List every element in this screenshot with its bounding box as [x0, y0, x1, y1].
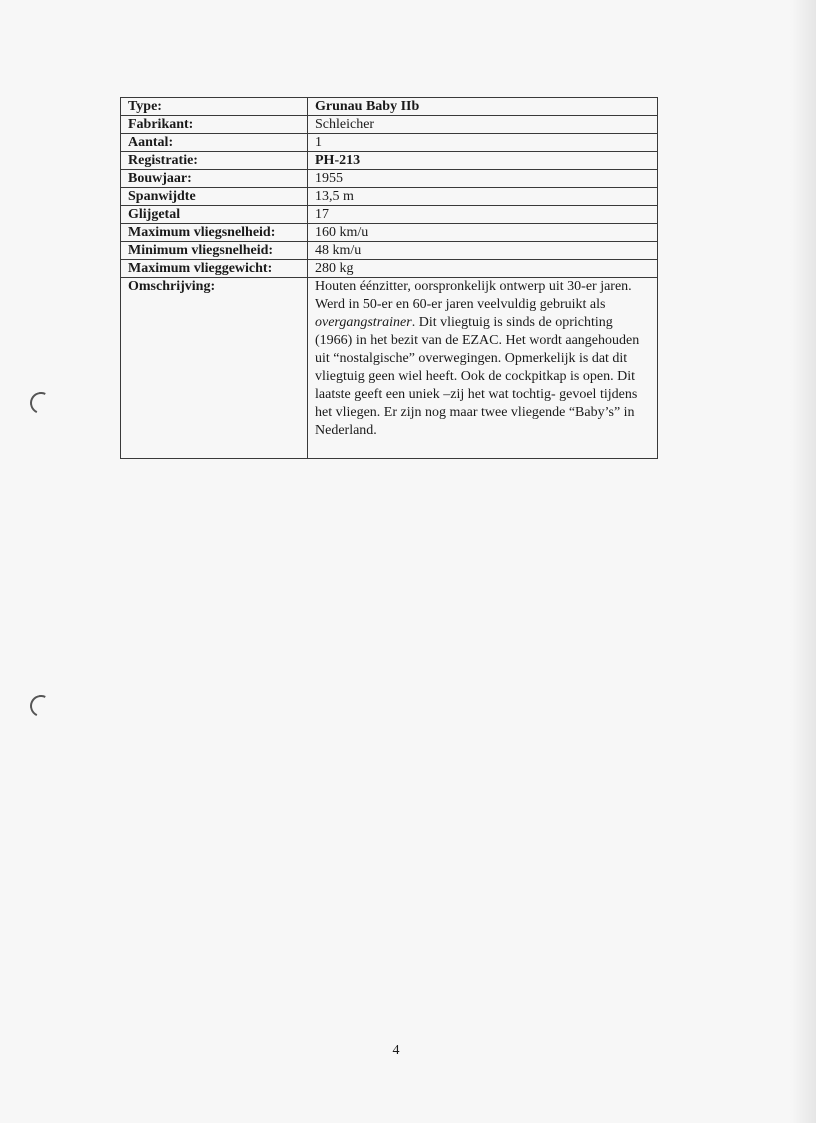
- row-label: Omschrijving:: [121, 278, 308, 459]
- punch-hole-top: [27, 389, 55, 417]
- row-label: Bouwjaar:: [121, 170, 308, 188]
- table-row-type: [121, 98, 658, 116]
- table-row-registratie: [121, 152, 658, 170]
- row-value: 160 km/u: [308, 224, 658, 242]
- description-part-1: Houten éénzitter, oorspronkelijk ontwerp uit 30-er jaren. Werd in 50-er en 60-er jaren veelvuldig gebruikt als: [315, 279, 632, 312]
- row-label: Minimum vliegsnelheid:: [121, 242, 308, 260]
- table-row-glijgetal: [121, 206, 658, 224]
- row-label: Maximum vliegsnelheid:: [121, 224, 308, 242]
- row-value: Schleicher: [308, 116, 658, 134]
- description-italic-term: overgangstrainer: [315, 315, 412, 330]
- row-label: Registratie:: [121, 152, 308, 170]
- row-label: Glijgetal: [121, 206, 308, 224]
- row-value: 1955: [308, 170, 658, 188]
- spec-table: [120, 97, 658, 459]
- table-row-min-vliegsnelheid: [121, 242, 658, 260]
- row-value: 1: [308, 134, 658, 152]
- row-label: Maximum vlieggewicht:: [121, 260, 308, 278]
- row-value: PH-213: [308, 152, 658, 170]
- description-text: [308, 278, 658, 459]
- row-label: Type:: [121, 98, 308, 116]
- row-value: 48 km/u: [308, 242, 658, 260]
- row-value: 280 kg: [308, 260, 658, 278]
- row-label: Spanwijdte: [121, 188, 308, 206]
- table-row-spanwijdte: [121, 188, 658, 206]
- description-part-2: . Dit vliegtuig is sinds de oprichting (1966) in het bezit van de EZAC. Het wordt aangehouden uit “nostalgische” overwegingen. Opmerkelijk is dat dit vliegtuig geen wiel heeft. Ook de cockpitkap is open. Dit laatste geeft een uniek –zij het wat tochtig- gevoel tijdens het vliegen. Er zijn nog maar twee vliegende “Baby’s” in Nederland.: [315, 315, 640, 438]
- table-row-aantal: [121, 134, 658, 152]
- row-value: 17: [308, 206, 658, 224]
- row-value: 13,5 m: [308, 188, 658, 206]
- table-row-omschrijving: [121, 278, 658, 459]
- row-label: Fabrikant:: [121, 116, 308, 134]
- table-row-fabrikant: [121, 116, 658, 134]
- table-row-bouwjaar: [121, 170, 658, 188]
- page-number: 4: [392, 1043, 400, 1058]
- table-row-max-vliegsnelheid: [121, 224, 658, 242]
- punch-hole-bottom: [27, 692, 55, 720]
- page-edge-shadow: [790, 0, 816, 1123]
- table-row-max-vlieggewicht: [121, 260, 658, 278]
- row-value: Grunau Baby IIb: [308, 98, 658, 116]
- row-label: Aantal:: [121, 134, 308, 152]
